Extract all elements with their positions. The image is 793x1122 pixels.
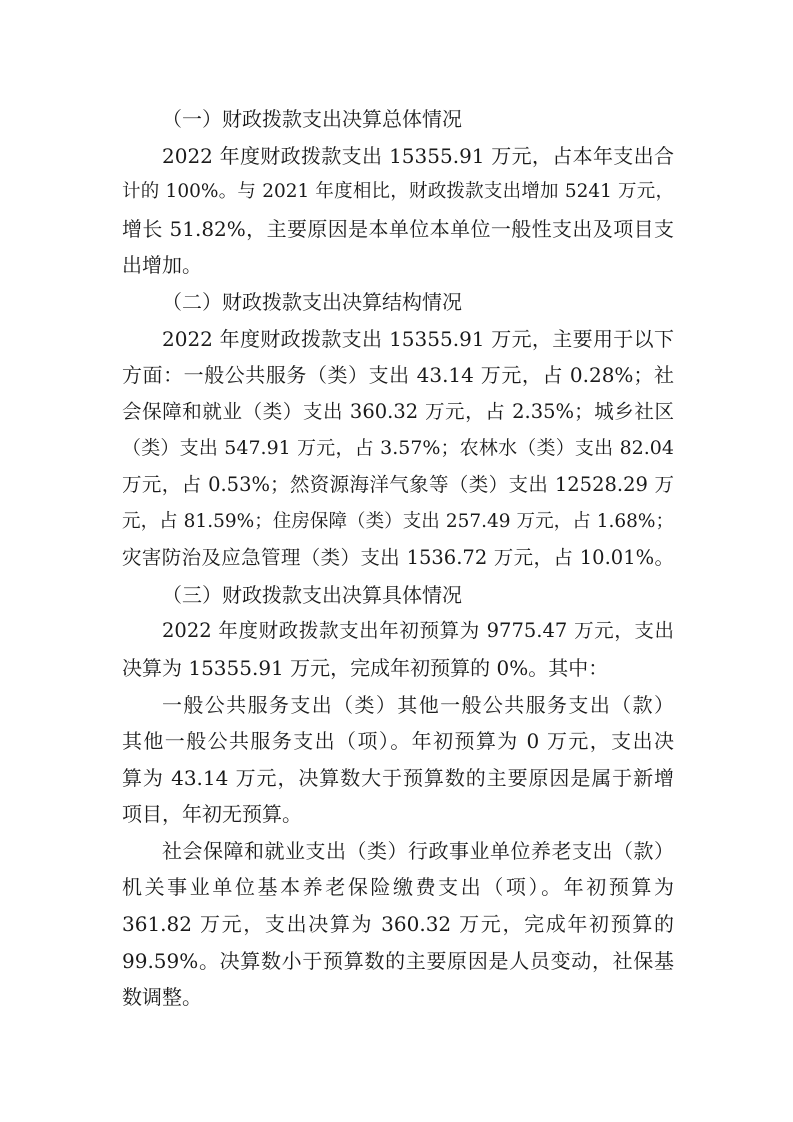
paragraph-line: 2022 年度财政拨款支出 15355.91 万元，主要用于以下 (162, 326, 674, 351)
paragraph-line: 计的 100%。与 2021 年度相比，财政拨款支出增加 5241 万元， (122, 181, 674, 203)
paragraph-line: 方面：一般公共服务（类）支出 43.14 万元，占 0.28%；社 (122, 363, 674, 388)
paragraph-line: 99.59%。决算数小于预算数的主要原因是人员变动，社保基 (122, 948, 674, 973)
paragraph-line: 出增加。 (122, 253, 202, 278)
paragraph-line: 万元，占 0.53%；然资源海洋气象等（类）支出 12528.29 万 (122, 472, 674, 496)
document-body (122, 101, 674, 1016)
paragraph-line: 社会保障和就业支出（类）行政事业单位养老支出（款） (162, 838, 674, 863)
paragraph (122, 613, 674, 686)
paragraph-line: 2022 年度财政拨款支出年初预算为 9775.47 万元，支出 (162, 619, 674, 643)
paragraph (122, 138, 674, 284)
section-heading-1: （一）财政拨款支出决算总体情况 (162, 107, 462, 131)
paragraph-line: 项目，年初无预算。 (122, 802, 302, 827)
paragraph-line: 2022 年度财政拨款支出 15355.91 万元，占本年支出合 (162, 143, 674, 168)
paragraph-line: （类）支出 547.91 万元，占 3.57%；农林水（类）支出 82.04 (122, 437, 674, 460)
paragraph-line: 361.82 万元，支出决算为 360.32 万元，完成年初预算的 (122, 912, 674, 937)
paragraph-line: 增长 51.82%，主要原因是本单位本单位一般性支出及项目支 (122, 216, 674, 241)
section-heading-2: （二）财政拨款支出决算结构情况 (162, 289, 462, 314)
paragraph-line: 灾害防治及应急管理（类）支出 1536.72 万元，占 10.01%。 (122, 546, 674, 570)
paragraph-line: 其他一般公共服务支出（项）。年初预算为 0 万元，支出决 (122, 729, 674, 754)
paragraph-line: 决算为 15355.91 万元，完成年初预算的 0%。其中： (122, 655, 609, 680)
paragraph-line: 机关事业单位基本养老保险缴费支出（项）。年初预算为 (122, 875, 674, 900)
paragraph-line: 算为 43.14 万元，决算数大于预算数的主要原因是属于新增 (122, 765, 674, 790)
paragraph-line: 会保障和就业（类）支出 360.32 万元，占 2.35%；城乡社区 (122, 399, 674, 423)
paragraph (122, 321, 674, 577)
paragraph-line: 数调整。 (122, 985, 202, 1010)
paragraph-line: 一般公共服务支出（类）其他一般公共服务支出（款） (162, 692, 674, 717)
section-heading-3: （三）财政拨款支出决算具体情况 (162, 582, 462, 607)
paragraph (122, 833, 674, 1016)
paragraph (122, 687, 674, 833)
paragraph-line: 元，占 81.59%；住房保障（类）支出 257.49 万元，占 1.68%； (122, 510, 674, 532)
